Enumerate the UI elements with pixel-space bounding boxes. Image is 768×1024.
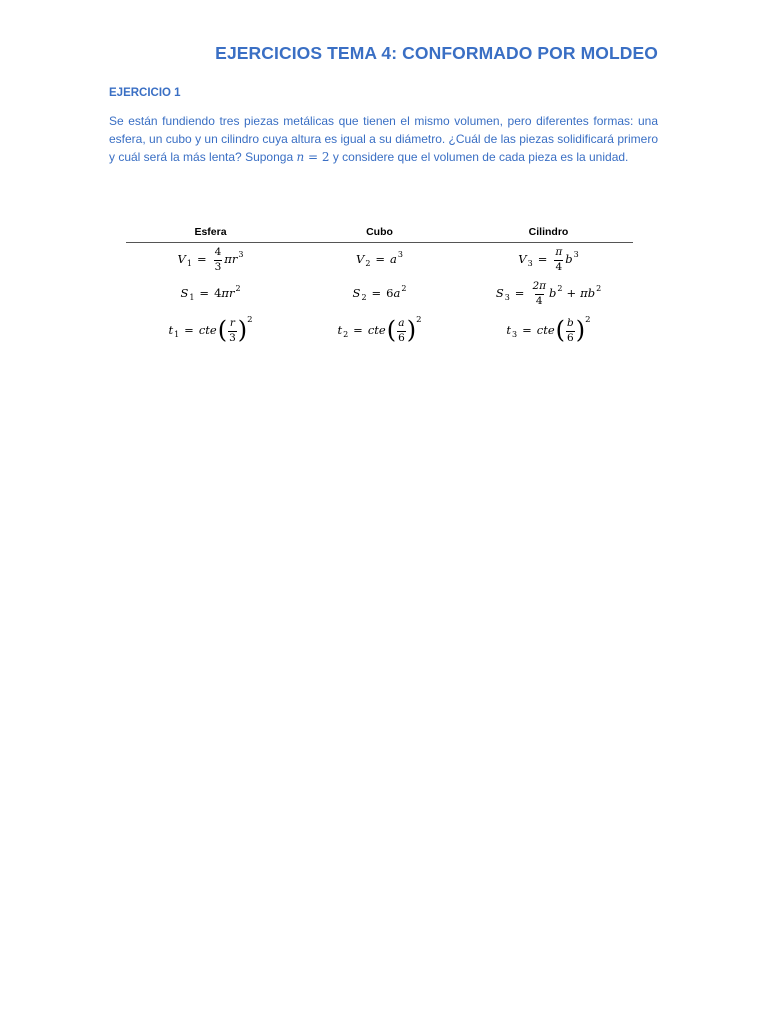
formula-v3: V 3 = $\frac{\pi}{4}$ b 3	[518, 246, 579, 273]
time-row	[126, 311, 633, 351]
statement-text-end: y considere que el volumen de cada pieza es la unidad.	[329, 150, 629, 165]
surface-sphere-cell	[126, 284, 295, 302]
formula-table	[126, 226, 633, 351]
time-cylinder-cell	[464, 314, 633, 344]
fraction: $\frac{\pi}{4}$	[555, 246, 563, 273]
formula-s3: S 3 = $\frac{2\pi}{4}$ b 2 + π b 2	[495, 280, 602, 307]
volume-cube-cell	[295, 250, 464, 268]
volume-row	[126, 243, 633, 277]
column-header-esfera: Esfera	[194, 226, 227, 238]
formula-t3: t 3 = cte ( $\frac{b}{6}$ ) 2	[506, 314, 591, 344]
formula-t2: t 2 = cte ( $\frac{a}{6}$ ) 2	[337, 314, 422, 344]
time-cube-cell	[295, 314, 464, 344]
volume-sphere-cell	[126, 247, 295, 272]
formula-v2: V 2 = a 3	[356, 250, 403, 268]
fraction: $\frac{a}{6}$	[398, 317, 405, 344]
fraction: $\frac{b}{6}$	[567, 317, 574, 344]
fraction: $\frac{2\pi}{4}$	[532, 280, 547, 307]
table-header	[126, 226, 633, 242]
formula-t1: t 1 = cte ( $\frac{r}{3}$ ) 2	[168, 314, 253, 344]
formula-s1: S 1 = 4 π r 2	[180, 284, 241, 302]
formula-s2: S 2 = 6 a 2	[352, 284, 407, 302]
column-header-cubo: Cubo	[366, 226, 393, 238]
formula-v1: V 1 = $\frac{4}{3}$ π r 3	[177, 246, 244, 273]
column-header-cilindro: Cilindro	[528, 226, 569, 238]
inline-math-equation: = 2	[304, 150, 330, 165]
inline-math-variable: n	[296, 150, 305, 165]
page-title: EJERCICIOS TEMA 4: CONFORMADO POR MOLDEO	[215, 43, 658, 63]
time-sphere-cell	[126, 314, 295, 344]
volume-cylinder-cell	[464, 247, 633, 272]
surface-row	[126, 277, 633, 311]
fraction: $\frac{r}{3}$	[229, 317, 236, 344]
surface-cylinder-cell	[464, 281, 633, 306]
fraction: $\frac{4}{3}$	[214, 246, 222, 273]
statement-text-start: Se están fundiendo tres piezas metálicas que tienen el mismo volumen, pero diferentes formas: una esfera, un cubo y un cilindro cuya altura es igual a su diámetro. ¿Cuál de las piezas solidificará primero y cuál será la más lenta? Suponga	[109, 114, 658, 165]
exercise-statement	[109, 112, 658, 167]
surface-cube-cell	[295, 284, 464, 302]
exercise-heading: EJERCICIO 1	[109, 87, 181, 99]
